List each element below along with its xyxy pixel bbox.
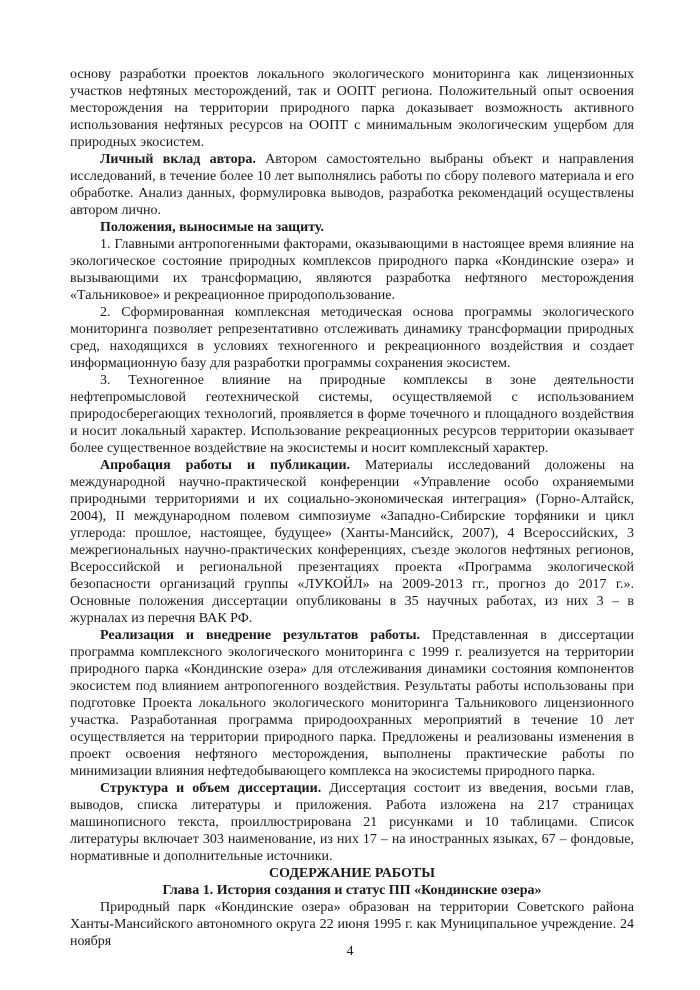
- page-number: 4: [346, 944, 354, 959]
- paragraph-body: 2. Сформированная комплексная методическая основа программы экологического мониторинга позволяет репрезентативно отслеживать динамику трансформации природных сред, находящихся в условиях техногенного и рекреационного воздействия и создает информационную базу для разработки программы сохранения экосистем.: [70, 305, 634, 371]
- paragraph-body: Автором самостоятельно выбраны объект и направления исследований, в течение более 10 лет выполнялись работы по сбору полевого материала и его обработке. Анализ данных, формулировка выводов, разработка рекомендаций осуществлены автором лично.: [70, 152, 634, 218]
- paragraph-intro-continuation: [70, 66, 634, 151]
- paragraph-body: основу разработки проектов локального экологического мониторинга как лицензионных участков нефтяных месторождений, так и ООПТ региона. Положительный опыт освоения месторождения на территории природного парка доказывает возможность активного использования нефтяных ресурсов на ООПТ с минимальным экологическим ущербом для природных экосистем.: [70, 67, 634, 150]
- paragraph-heading: Структура и объем диссертации.: [100, 781, 322, 796]
- paragraph-body: 3. Техногенное влияние на природные комплексы в зоне деятельности нефтепромысловой геотехнической системы, осуществляемой с использованием природосберегающих технологий, проявляется в форме точечного и площадного воздействия и носит локальный характер. Использование рекреационных ресурсов территории оказывает более существенное воздействие на экосистемы и носит комплексный характер.: [70, 373, 634, 456]
- paragraph-thesis-2: [70, 304, 634, 372]
- paragraph-thesis-1: [70, 236, 634, 304]
- paragraph-body: Представленная в диссертации программа комплексного экологического мониторинга с 1999 г. реализуется на территории природного парка «Кондинские озера» для отслеживания динамики состояния компонентов экосистем под влиянием антропогенного воздействия. Результаты работы использованы при подготовке Проекта локального экологического мониторинга Тальникового лицензионного участка. Разработанная программа природоохранных мероприятий в течение 10 лет осуществляется на территории природного парка. Предложены и реализованы изменения в проект освоения нефтяного месторождения, выполнены практические работы по минимизации влияния нефтедобывающего комплекса на экосистемы природного парка.: [70, 628, 634, 779]
- paragraph-body: 1. Главными антропогенными факторами, оказывающими в настоящее время влияние на экологическое состояние природных комплексов природного парка «Кондинские озера» и вызывающими их трансформацию, являются разработка нефтяного месторождения «Тальниковое» и рекреационное природопользование.: [70, 237, 634, 303]
- paragraph-heading: Положения, выносимые на защиту.: [100, 220, 324, 235]
- paragraph-personal-contribution: [70, 151, 634, 219]
- section-title: СОДЕРЖАНИЕ РАБОТЫ: [269, 866, 435, 881]
- chapter-title: Глава 1. История создания и статус ПП «Кондинские озера»: [162, 883, 542, 898]
- paragraph-implementation: [70, 627, 634, 780]
- paragraph-thesis-3: [70, 372, 634, 457]
- chapter-paragraph: Природный парк «Кондинские озера» образован на территории Советского района Ханты-Мансийского автономного округа 22 июня 1995 г. как Муниципальное учреждение. 24 ноября: [70, 900, 634, 949]
- paragraph-body: Материалы исследований доложены на международной научно-практической конференции «Управление особо охраняемыми природными территориями и их социально-экономическая интеграция» (Горно-Алтайск, 2004), II международном полевом симпозиуме «Западно-Сибирские торфяники и цикл углерода: прошлое, настоящее, будущее» (Ханты-Мансийск, 2007), 4 Всероссийских, 3 межрегиональных научно-практических конференциях, съезде экологов нефтяных регионов, Всероссийской и региональной презентациях проекта «Программа экологической безопасности организаций группы «ЛУКОЙЛ» на 2009-2013 гг., прогноз до 2017 г.». Основные положения диссертации опубликованы в 35 научных работах, из них 3 – в журналах из перечня ВАК РФ.: [70, 458, 634, 626]
- paragraph-defense-heading: [70, 219, 634, 236]
- paragraph-approbation: [70, 457, 634, 627]
- body-text: [70, 66, 634, 950]
- paragraph-heading: Личный вклад автора.: [100, 152, 256, 167]
- paragraph-heading: Апробация работы и публикации.: [100, 458, 351, 473]
- paragraph-heading: Реализация и внедрение результатов работы.: [100, 628, 421, 643]
- paragraph-structure: [70, 780, 634, 865]
- paragraph-body: Диссертация состоит из введения, восьми глав, выводов, списка литературы и приложения. Работа изложена на 217 страницах машинописного текста, проиллюстрирована 21 рисунками и 10 таблицами. Список литературы включает 303 наименование, из них 17 – на иностранных языках, 67 – фондовые, нормативные и дополнительные источники.: [70, 781, 634, 864]
